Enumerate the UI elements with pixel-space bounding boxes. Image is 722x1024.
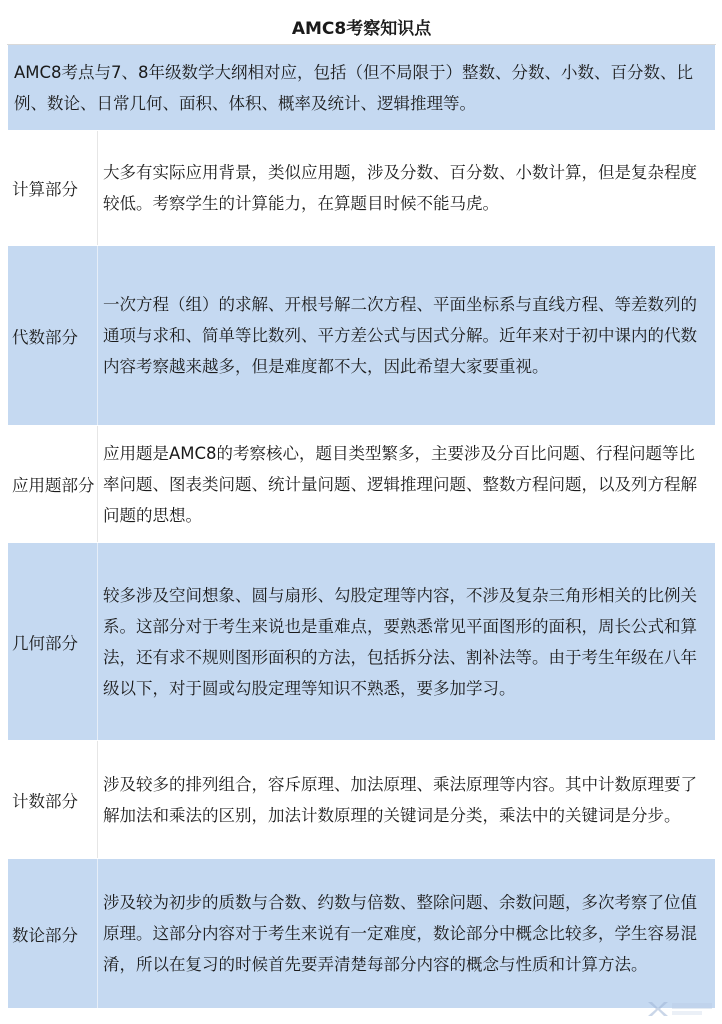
intro-row	[8, 45, 716, 131]
rhino-logo-icon	[646, 998, 716, 1020]
title-row	[8, 8, 716, 45]
row-description: 涉及较多的排列组合，容斥原理、加法原理、乘法原理等内容。其中计数原理要了解加法和乘法的区别，加法计数原理的关键词是分类，乘法中的关键词是分步。	[98, 741, 716, 859]
row-description: 涉及较为初步的质数与合数、约数与倍数、整除问题、余数问题，多次考察了位值原理。这部分内容对于考生来说有一定难度，数论部分中概念比较多，学生容易混淆，所以在复习的时候首先要弄清楚每部分内容的概念与性质和计算方法。	[98, 859, 716, 1009]
table-row-calculation	[8, 131, 716, 246]
row-label: 应用题部分	[8, 426, 98, 543]
row-label: 代数部分	[8, 246, 98, 426]
row-label: 数论部分	[8, 859, 98, 1009]
table-row-word-problems	[8, 426, 716, 543]
table-row-geometry	[8, 543, 716, 741]
table-title: AMC8考察知识点	[8, 8, 716, 45]
table-row-counting	[8, 741, 716, 859]
row-description: 应用题是AMC8的考察核心，题目类型繁多，主要涉及分百比问题、行程问题等比率问题、图表类问题、统计量问题、逻辑推理问题、整数方程问题，以及列方程解问题的思想。	[98, 426, 716, 543]
table-row-number-theory	[8, 859, 716, 1009]
intro-text: AMC8考点与7、8年级数学大纲相对应，包括（但不局限于）整数、分数、小数、百分数、比例、数论、日常几何、面积、体积、概率及统计、逻辑推理等。	[8, 45, 716, 131]
row-label: 计数部分	[8, 741, 98, 859]
row-description: 较多涉及空间想象、圆与扇形、勾股定理等内容，不涉及复杂三角形相关的比例关系。这部分对于考生来说也是重难点，要熟悉常见平面图形的面积，周长公式和算法，还有求不规则图形面积的方法，包括拆分法、割补法等。由于考生年级在八年级以下，对于圆或勾股定理等知识不熟悉，要多加学习。	[98, 543, 716, 741]
table-row-algebra	[8, 246, 716, 426]
row-description: 大多有实际应用背景，类似应用题，涉及分数、百分数、小数计算，但是复杂程度较低。考察学生的计算能力，在算题目时候不能马虎。	[98, 131, 716, 246]
row-description: 一次方程（组）的求解、开根号解二次方程、平面坐标系与直线方程、等差数列的通项与求和、简单等比数列、平方差公式与因式分解。近年来对于初中课内的代数内容考察越来越多，但是难度都不大，因此希望大家要重视。	[98, 246, 716, 426]
row-label: 几何部分	[8, 543, 98, 741]
knowledge-table	[7, 7, 716, 1009]
row-label: 计算部分	[8, 131, 98, 246]
watermark-logo	[646, 998, 716, 1020]
